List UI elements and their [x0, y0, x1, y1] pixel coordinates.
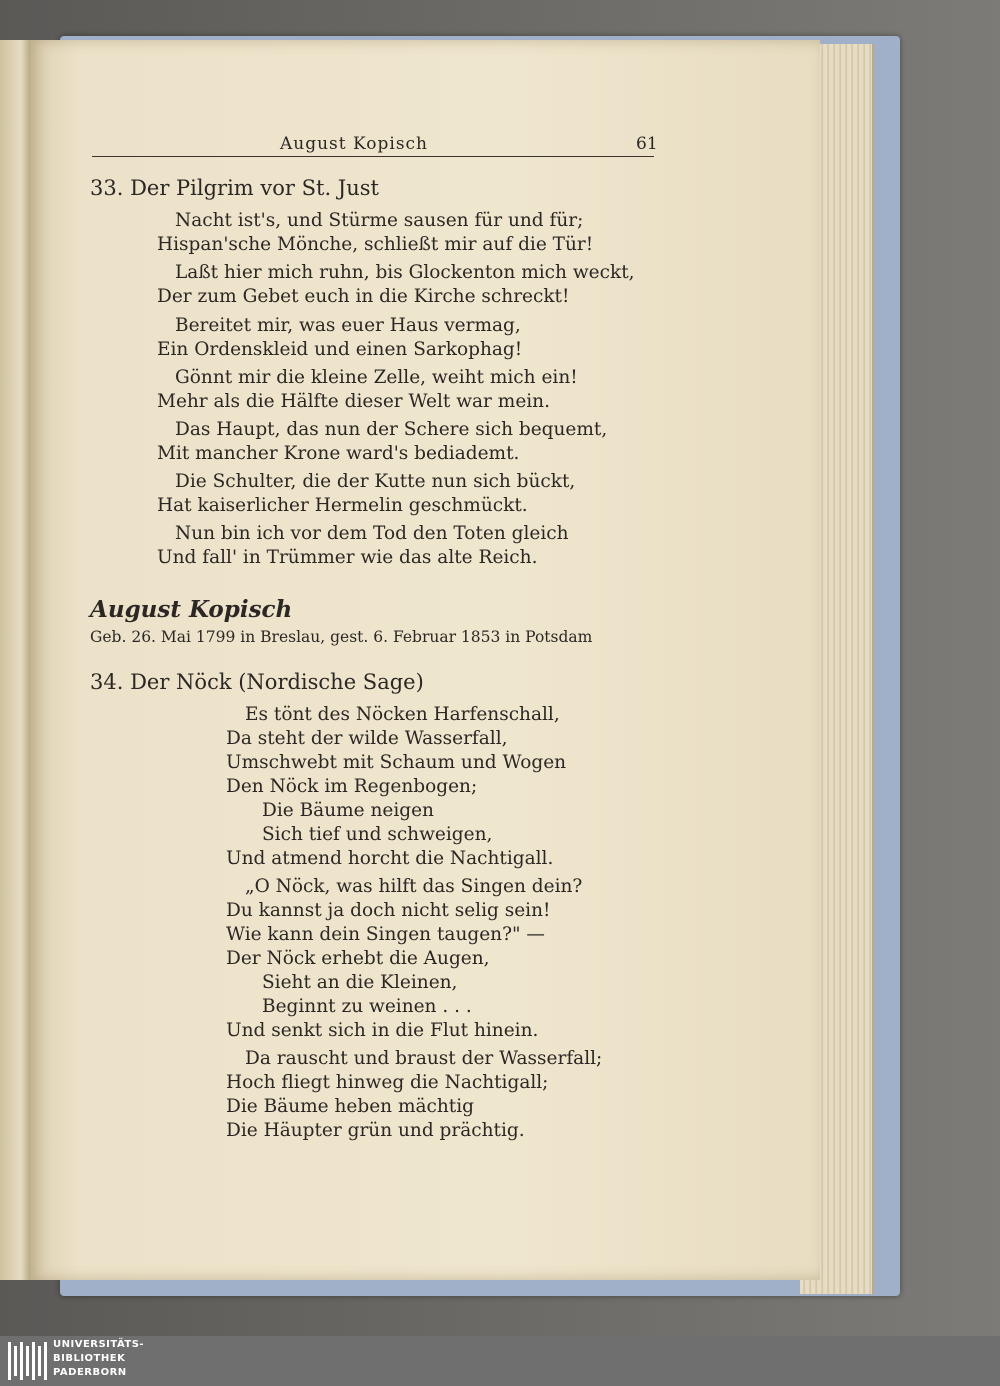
poem-33-line: Bereitet mir, was euer Haus vermag, [175, 315, 521, 336]
left-page-edge [0, 40, 30, 1280]
poem-34-line: Sich tief und schweigen, [262, 824, 493, 845]
poem-34-line: Sieht an die Kleinen, [262, 972, 458, 993]
poem-33-line: Das Haupt, das nun der Schere sich bequemt, [175, 419, 608, 440]
poem-34-title: 34. Der Nöck (Nordische Sage) [90, 670, 424, 694]
author-bio: Geb. 26. Mai 1799 in Breslau, gest. 6. Februar 1853 in Potsdam [90, 628, 593, 646]
poem-34-line: Es tönt des Nöcken Harfenschall, [245, 704, 560, 725]
library-name-line1: UNIVERSITÄTS- [53, 1339, 145, 1350]
poem-33-line: Und fall' in Trümmer wie das alte Reich. [157, 547, 538, 568]
poem-34-line: Und atmend horcht die Nachtigall. [226, 848, 554, 869]
poem-34-line: Du kannst ja doch nicht selig sein! [226, 900, 551, 921]
library-name-line3: PADERBORN [53, 1367, 127, 1378]
running-head: August Kopisch [280, 134, 429, 154]
poem-33-line: Mit mancher Krone ward's bediademt. [157, 443, 520, 464]
poem-33-line: Laßt hier mich ruhn, bis Glockenton mich weckt, [175, 262, 635, 283]
poem-34-line: Die Bäume heben mächtig [226, 1096, 474, 1117]
poem-34-line: Da steht der wilde Wasserfall, [226, 728, 508, 749]
page-number: 61 [636, 134, 658, 154]
poem-33-line: Hat kaiserlicher Hermelin geschmückt. [157, 495, 528, 516]
poem-33-line: Der zum Gebet euch in die Kirche schreckt! [157, 286, 570, 307]
poem-33-line: Mehr als die Hälfte dieser Welt war mein. [157, 391, 550, 412]
library-footer [0, 1336, 1000, 1386]
poem-33-line: Gönnt mir die kleine Zelle, weiht mich ein! [175, 367, 578, 388]
poem-34-line: Die Bäume neigen [262, 800, 434, 821]
poem-33-title: 33. Der Pilgrim vor St. Just [90, 176, 379, 200]
poem-34-line: „O Nöck, was hilft das Singen dein? [245, 876, 583, 897]
library-logo-icon [8, 1342, 48, 1380]
poem-34-line: Der Nöck erhebt die Augen, [226, 948, 490, 969]
poem-33-line: Die Schulter, die der Kutte nun sich bückt, [175, 471, 576, 492]
poem-34-line: Beginnt zu weinen . . . [262, 996, 472, 1017]
poem-33-line: Hispan'sche Mönche, schließt mir auf die Tür! [157, 234, 594, 255]
poem-34-line: Da rauscht und braust der Wasserfall; [245, 1048, 603, 1069]
poem-33-line: Nun bin ich vor dem Tod den Toten gleich [175, 523, 569, 544]
poem-34-line: Und senkt sich in die Flut hinein. [226, 1020, 539, 1041]
poem-33-line: Ein Ordenskleid und einen Sarkophag! [157, 339, 523, 360]
library-name-line2: BIBLIOTHEK [53, 1353, 126, 1364]
poem-34-line: Wie kann dein Singen taugen?" — [226, 924, 545, 945]
header-rule [92, 156, 654, 157]
poem-34-line: Umschwebt mit Schaum und Wogen [226, 752, 567, 773]
poem-34-line: Die Häupter grün und prächtig. [226, 1120, 525, 1141]
poem-34-line: Hoch fliegt hinweg die Nachtigall; [226, 1072, 549, 1093]
poem-34-line: Den Nöck im Regenbogen; [226, 776, 478, 797]
poem-33-line: Nacht ist's, und Stürme sausen für und für; [175, 210, 584, 231]
author-heading: August Kopisch [90, 596, 293, 623]
